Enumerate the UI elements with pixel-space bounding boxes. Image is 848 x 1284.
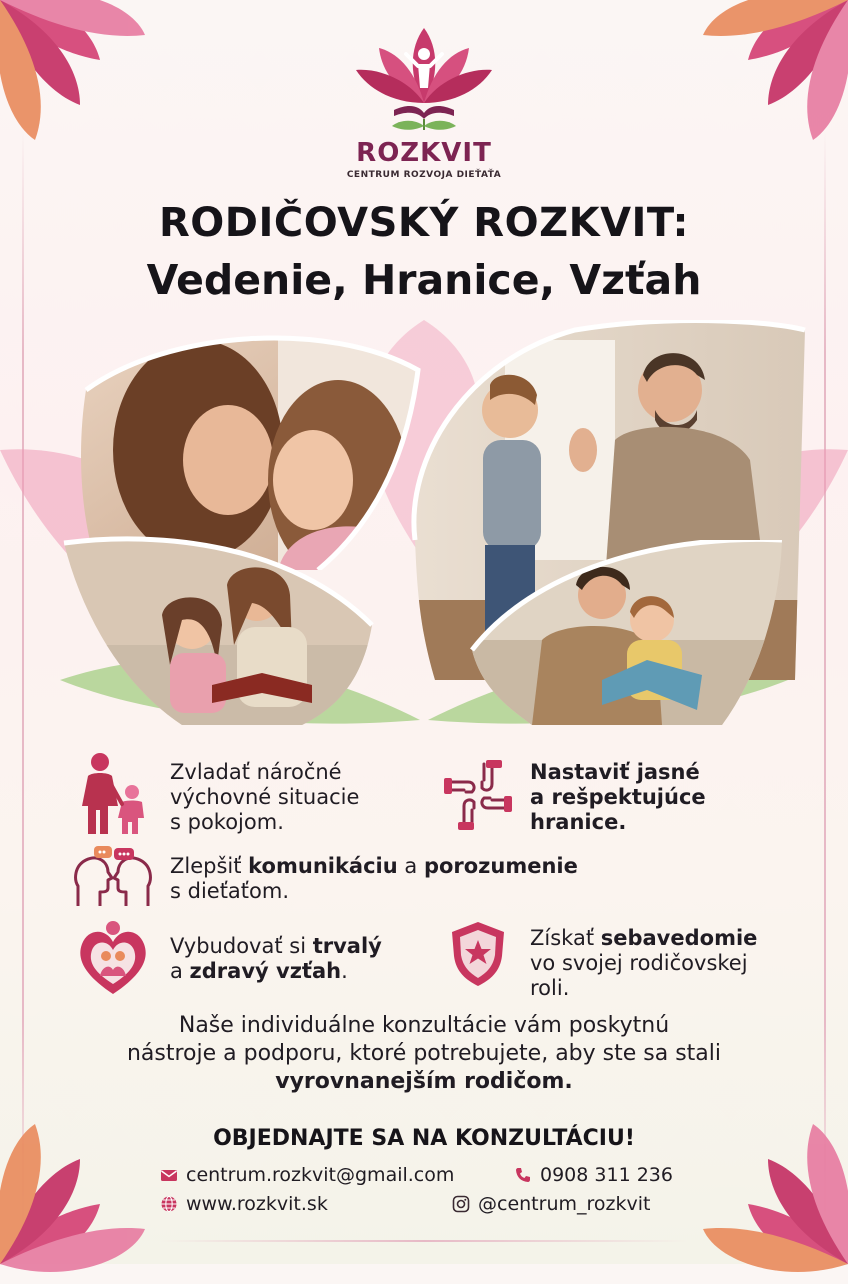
benefit-emphasis: porozumenie: [423, 854, 578, 878]
contact-email-text: centrum.rozkvit@gmail.com: [186, 1164, 455, 1186]
lotus-corner-top-right: [698, 0, 848, 150]
benefit-emphasis: sebavedomie: [600, 926, 758, 950]
benefit-fragment: roli.: [530, 976, 570, 1000]
benefit-fragment: Vybudovať si: [170, 934, 313, 958]
photo-mother-daughter: [78, 330, 423, 570]
family-heart-icon: [76, 920, 150, 996]
benefit-text-4: [170, 934, 440, 984]
envelope-icon: [160, 1166, 178, 1184]
benefit-emphasis: Nastaviť jasné: [530, 760, 700, 784]
benefit-fragment: Získať: [530, 926, 601, 950]
benefit-fragment: s pokojom.: [170, 810, 284, 834]
benefit-fragment: a: [170, 959, 190, 983]
star-shield-icon: [448, 920, 508, 988]
cta-heading: OBJEDNAJTE SA NA KONZULTÁCIU!: [213, 1126, 635, 1151]
joined-hands-icon: [442, 760, 514, 830]
benefit-emphasis: hranice.: [530, 810, 627, 834]
benefit-fragment: Zvladať náročné: [170, 760, 342, 784]
benefit-fragment: Zlepšiť: [170, 854, 249, 878]
photo-father-son-reading: [462, 540, 784, 725]
brand-name: ROZKVIT: [356, 138, 492, 168]
contact-phone[interactable]: [514, 1164, 673, 1186]
benefit-emphasis: zdravý vzťah: [189, 959, 342, 983]
benefit-emphasis: komunikáciu: [248, 854, 398, 878]
benefit-fragment: výchovné situacie: [170, 785, 360, 809]
conversation-heads-icon: [72, 846, 154, 908]
instagram-icon: [452, 1195, 470, 1213]
benefit-emphasis: trvalý: [312, 934, 382, 958]
mother-child-icon: [78, 750, 150, 836]
benefit-text-1: [170, 760, 410, 835]
rozkvit-logo-icon: [354, 18, 494, 133]
summary-line-3: vyrovnanejším rodičom.: [275, 1069, 573, 1094]
summary-paragraph: [40, 1012, 808, 1096]
footer-divider: [160, 1240, 688, 1242]
benefit-text-2: [530, 760, 790, 835]
benefit-text-3: [170, 854, 730, 904]
contact-web[interactable]: [160, 1193, 328, 1215]
summary-line-1: Naše individuálne konzultácie vám poskytnú: [178, 1013, 670, 1038]
benefit-emphasis: a rešpektujúce: [530, 785, 706, 809]
contact-instagram[interactable]: [452, 1193, 650, 1215]
headline-line-1: RODIČOVSKÝ ROZKVIT:: [158, 200, 690, 246]
contact-web-text: www.rozkvit.sk: [186, 1193, 328, 1215]
benefit-text-5: [530, 926, 800, 1001]
headline-line-2: Vedenie, Hranice, Vzťah: [146, 256, 702, 304]
benefit-fragment: .: [341, 959, 348, 983]
contact-phone-text: 0908 311 236: [540, 1164, 673, 1186]
benefit-fragment: vo svojej rodičovskej: [530, 951, 748, 975]
benefit-fragment: s dieťaťom.: [170, 879, 290, 903]
brand-subtitle: CENTRUM ROZVOJA DIEŤAŤA: [346, 170, 502, 180]
phone-icon: [514, 1166, 532, 1184]
contact-instagram-text: @centrum_rozkvit: [478, 1193, 651, 1215]
contact-email[interactable]: [160, 1164, 454, 1186]
photo-mother-daughter-reading: [62, 535, 392, 725]
lotus-corner-top-left: [0, 0, 150, 150]
benefit-fragment: a: [397, 854, 424, 878]
summary-line-2: nástroje a podporu, ktoré potrebujete, aby ste sa stali: [126, 1041, 721, 1066]
globe-icon: [160, 1195, 178, 1213]
